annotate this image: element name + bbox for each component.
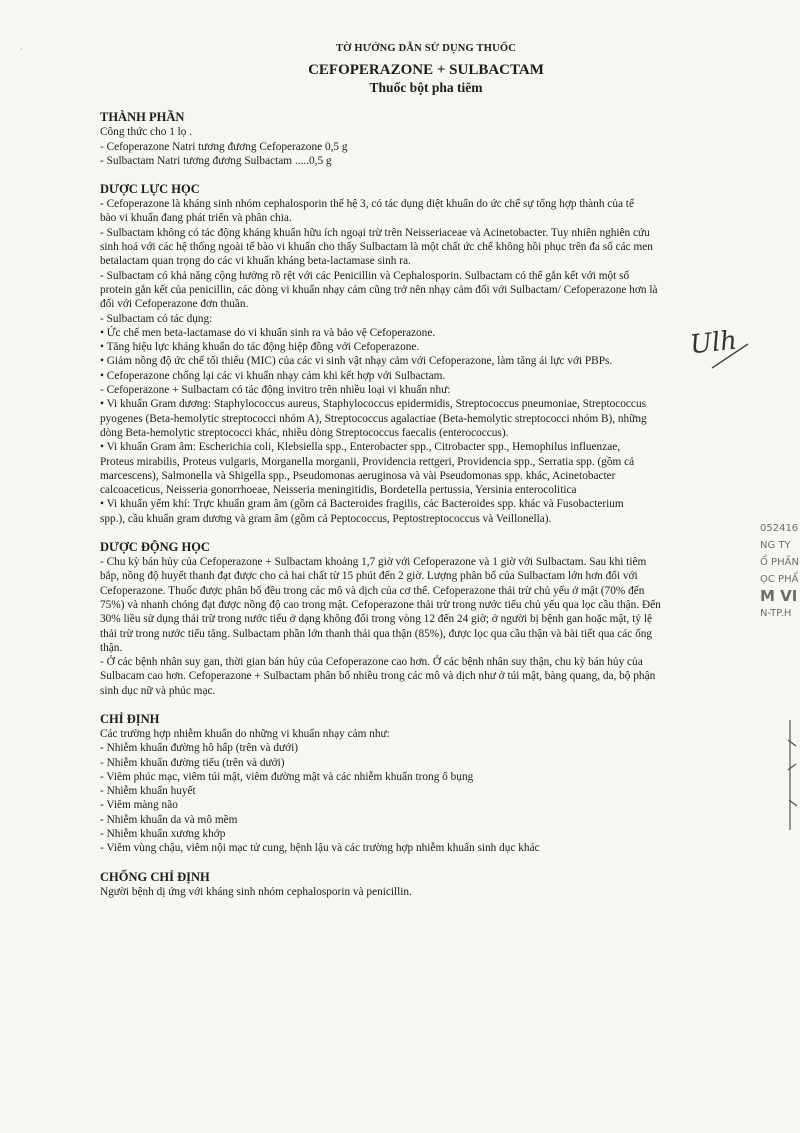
text-line: • Cefoperazone chống lại các vi khuẩn nhạy cảm khi kết hợp với Sulbactam. <box>100 369 446 382</box>
text-line: Cefoperazone. Thuốc được phân bố đều trong các mô và dịch của cơ thể. Cefoperazone thải trừ chủ yếu ở mật (70% đến <box>100 584 645 597</box>
section-title: DƯỢC LỰC HỌC <box>100 182 200 197</box>
text-line: 75%) và nhanh chóng đạt được nồng độ cao trong mật. Cefoperazone thải trừ trong nước tiểu chủ yếu qua lọc cầu thận. Đến <box>100 598 661 611</box>
signature-stroke <box>710 340 750 370</box>
section <box>100 712 752 856</box>
text-line: • Vi khuẩn yếm khí: Trực khuẩn gram âm (gồm cả Bacteroides fragilis, các Bacteroides spp. khác và Fusobacterium <box>100 498 624 511</box>
text-line: - Sulbactam có tác dụng: <box>100 312 213 325</box>
text-line: - Nhiễm khuẩn đường tiểu (trên và dưới) <box>100 756 285 769</box>
text-line: Proteus mirabilis, Proteus vulgaris, Morganella morganii, Providencia rettgeri, Providencia spp., Serratia spp. (gồm cả <box>100 455 635 468</box>
text-line: marcescens), Salmonella và Shigella spp., Pseudomonas aeruginosa và vài Pseudomonas spp. khác, Acinetobacter <box>100 469 616 482</box>
sections-container <box>100 110 752 899</box>
leaflet-title: TỜ HƯỚNG DẪN SỬ DỤNG THUỐC <box>335 43 517 54</box>
stamp-line: 052416 <box>760 523 799 534</box>
text-line: - Viêm phúc mạc, viêm túi mật, viêm đường mật và các nhiễm khuẩn trong ổ bụng <box>100 770 474 783</box>
text-line: bào vi khuẩn đang phát triển và phân chia. <box>100 212 292 225</box>
text-line: - Nhiễm khuẩn đường hô hấp (trên và dưới) <box>100 742 298 755</box>
dosage-form: Thuốc bột pha tiêm <box>369 80 483 96</box>
text-line: • Giảm nồng độ ức chế tối thiểu (MIC) của các vi sinh vật nhạy cảm với Cefoperazone, làm tăng ái lực với PBPs. <box>100 355 613 368</box>
text-line: Công thức cho 1 lọ . <box>100 126 193 139</box>
text-line: đối với Cefoperazone đơn thuần. <box>100 298 249 311</box>
section <box>100 110 752 168</box>
section <box>100 182 752 526</box>
section-title: CHỐNG CHỈ ĐỊNH <box>100 869 210 884</box>
section-title: THÀNH PHẦN <box>100 110 185 125</box>
text-line: bắp, nồng độ huyết thanh đạt được cho cả hai chất từ 15 phút đến 2 giờ. Lượng phân bố của Sulbactam lớn hơn đối với <box>100 570 638 583</box>
section-title: CHỈ ĐỊNH <box>100 711 160 726</box>
text-line: - Ở các bệnh nhân suy gan, thời gian bán hủy của Cefoperazone cao hơn. Ở các bệnh nhân suy thận, chu kỳ bán hủy của <box>100 656 643 669</box>
text-line: protein gắn kết của penicillin, các dòng vi khuẩn nhạy cảm cũng trở nên nhạy cảm đối với Sulbactam/ Cefoperazone hơn là <box>100 283 658 296</box>
binding-edge-marks <box>786 720 800 830</box>
text-line: - Viêm vùng chậu, viêm nội mạc tử cung, bệnh lậu và các trường hợp nhiễm khuẩn sinh dục khác <box>100 842 540 855</box>
text-line: Người bệnh dị ứng với kháng sinh nhóm cephalosporin và penicillin. <box>100 885 412 898</box>
stamp-fragment <box>760 520 800 710</box>
text-line: • Vi khuẩn Gram âm: Escherichia coli, Klebsiella spp., Enterobacter spp., Citrobacter spp., Hemophilus influenzae, <box>100 441 621 454</box>
text-line: - Sulbactam có khả năng cộng hưởng rõ rệt với các Penicillin và Cephalosporin. Sulbactam có thể gắn kết với một số <box>100 269 630 282</box>
section <box>100 870 752 899</box>
text-line: - Viêm màng não <box>100 799 178 812</box>
text-line: spp.), cầu khuẩn gram dương và gram âm (gồm cả Peptococcus, Peptostreptococcus và Veillonella). <box>100 512 552 525</box>
section <box>100 540 752 698</box>
text-line: • Tăng hiệu lực kháng khuẩn do tác động hiệp đồng với Cefoperazone. <box>100 341 420 354</box>
text-line: sinh dục nữ và phúc mạc. <box>100 684 216 697</box>
text-line: - Chu kỳ bán hủy của Cefoperazone + Sulbactam khoảng 1,7 giờ với Cefoperazone và 1 giờ với Sulbactam. Sau khi tiêm <box>100 556 647 569</box>
text-line: - Nhiễm khuẩn da và mô mềm <box>100 813 238 826</box>
text-line: - Sulbactam Natri tương đương Sulbactam .....0,5 g <box>100 154 332 167</box>
text-line: - Cefoperazone Natri tương đương Cefoperazone 0,5 g <box>100 140 348 153</box>
text-line: sinh hoá với các hệ thống ngoài tế bào vi khuẩn cho thấy Sulbactam là một chất ức chế không hồi phục trên đa số các men <box>100 241 653 254</box>
text-line: - Nhiễm khuẩn xương khớp <box>100 828 226 841</box>
stamp-line: NG TY <box>760 540 791 551</box>
text-line: • Ức chế men beta-lactamase do vi khuẩn sinh ra và bảo vệ Cefoperazone. <box>100 326 436 339</box>
scan-speck: · <box>20 45 23 54</box>
text-line: calcoaceticus, Neisseria gonorrhoeae, Neisseria meningitidis, Bordetella pertussia, Yersinia enterocolitica <box>100 484 577 497</box>
section-title: DƯỢC ĐỘNG HỌC <box>100 540 210 555</box>
text-line: pyogenes (Beta-hemolytic streptococci nhóm A), Streptococcus agalactiae (Beta-hemolytic streptococci nhóm B), những <box>100 412 647 425</box>
text-line: dòng Beta-hemolytic streptococci khác, nhiều dòng Streptococcus faecalis (enterococcus). <box>100 426 509 439</box>
stamp-line: N-TP.H <box>760 608 792 619</box>
stamp-line: Ổ PHẦN <box>760 557 799 568</box>
text-line: • Vi khuẩn Gram dương: Staphylococcus aureus, Staphylococcus epidermidis, Streptococcus pneumoniae, Streptococcus <box>100 398 646 411</box>
stamp-line: M VI <box>760 587 798 605</box>
text-line: - Cefoperazone là kháng sinh nhóm cephalosporin thế hệ 3, có tác dụng diệt khuẩn do ức chế sự tổng hợp thành của tế <box>100 198 634 211</box>
text-line: - Cefoperazone + Sulbactam có tác động invitro trên nhiều loại vi khuẩn như: <box>100 384 451 397</box>
text-line: 30% liều sử dụng thải trừ trong nước tiểu ở dạng không đổi trong vòng 12 đến 24 giờ; ở người bị bệnh gan hoặc mật, tỷ lệ <box>100 613 652 626</box>
stamp-line: ỌC PHẨ <box>760 574 799 585</box>
text-line: betalactam quan trọng do các vi khuẩn kháng beta-lactamase sinh ra. <box>100 255 411 268</box>
text-line: - Nhiễm khuẩn huyết <box>100 785 196 798</box>
handwritten-signature: Ulh <box>688 325 739 361</box>
text-line: thận. <box>100 641 123 654</box>
text-line: - Sulbactam không có tác động kháng khuẩn hữu ích ngoại trừ trên Neisseriaceae và Acinetobacter. Tuy nhiên nghiên cứu <box>100 226 650 239</box>
text-line: thải trừ trong nước tiểu tăng. Sulbactam phần lớn thanh thải qua thận (85%), được lọc qua cầu thận và bài tiết qua các ống <box>100 627 653 640</box>
text-line: Các trường hợp nhiễm khuẩn do những vi khuẩn nhạy cảm như: <box>100 727 390 740</box>
document-body <box>100 42 752 899</box>
drug-name: CEFOPERAZONE + SULBACTAM <box>308 62 544 79</box>
text-line: Sulbacam cao hơn. Cefoperazone + Sulbactam phân bố nhiều trong các mô và dịch như ở túi mật, bàng quang, da, bộ phận <box>100 670 656 683</box>
